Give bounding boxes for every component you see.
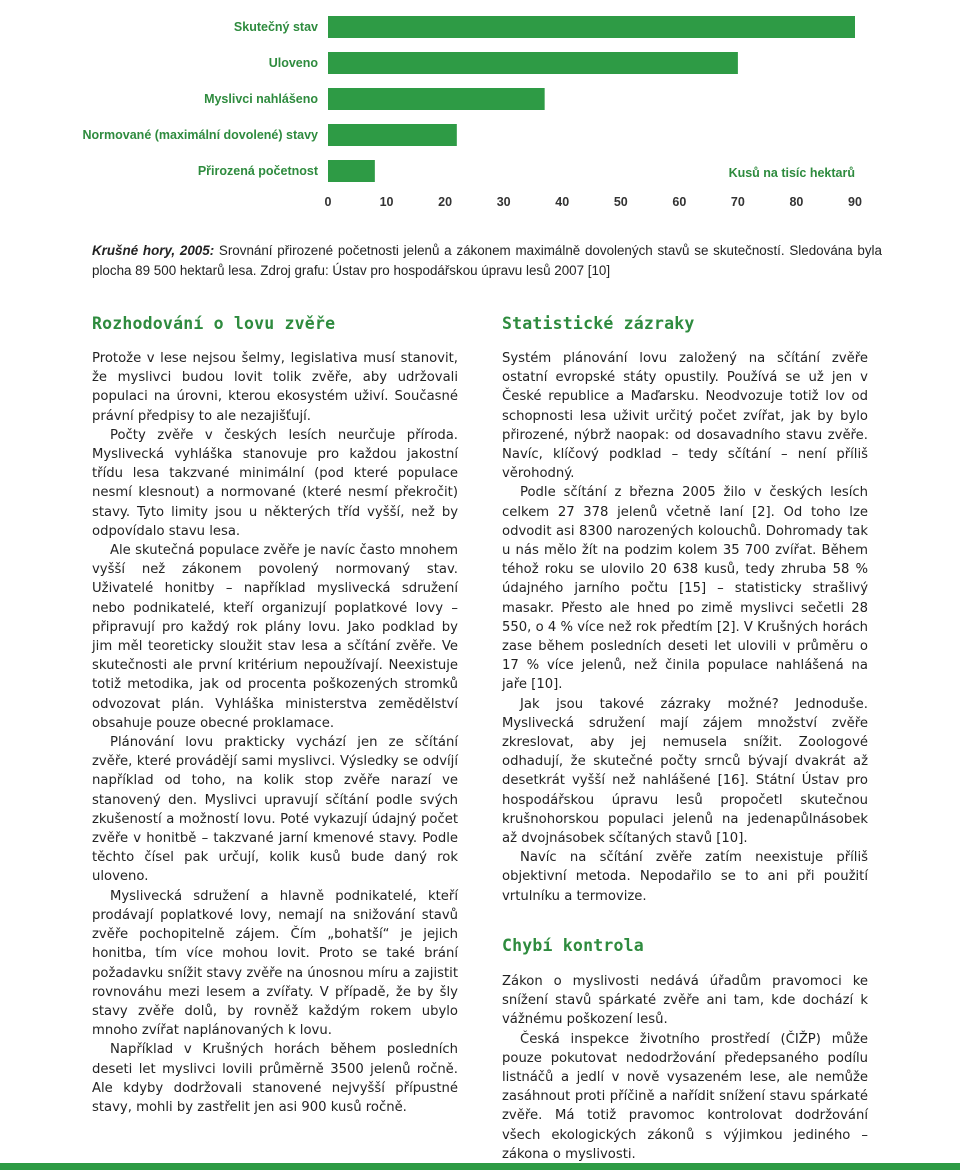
heading-hunting-decision: Rozhodování o lovu zvěře — [92, 314, 336, 333]
x-tick-label: 90 — [848, 195, 862, 209]
x-tick-label: 60 — [672, 195, 687, 209]
paragraph: Jak jsou takové zázraky možné? Jednoduše. Myslivecká sdružení mají zájem množství zvěře zkreslovat, aby jej nemusela snížit. Zoologové odhadují, že skutečné počty srnců bývají dvakrát až desetkrát vyšší než nahlášené [16]. Státní Ústav pro hospodářskou úpravu lesů propočetl skutečnou krušnohorskou populaci jelenů na jedenapůlnásobek až dvojnásobek sčítaných stavů [10]. — [502, 696, 868, 847]
x-tick-label: 80 — [789, 195, 804, 209]
paragraph: Ale skutečná populace zvěře je navíc často mnohem vyšší než zákonem povolený normovaný stav. Uživatelé honitby – například myslivecká sdružení nebo podnikatelé, kteří organizují poplatkové lovy – připravují pro každý rok plány lovu. Jako podklad by jim měl teoreticky sloužit stav lesa a sčítání zvěře. Ve skutečnosti ale první kritérium nepoužívají. Neexistuje totiž metodika, jak od procenta poškozených stromků odvozovat plán. Vyhláška ministerstva zemědělství obsahuje pouze obecné proklamace. — [92, 543, 458, 731]
x-tick-label: 50 — [613, 195, 628, 209]
bottom-bar — [0, 1163, 960, 1170]
x-tick-label: 20 — [438, 195, 453, 209]
right-column — [502, 314, 868, 1164]
x-tick-label: 30 — [496, 195, 511, 209]
paragraph: Zákon o myslivosti nedává úřadům pravomoci ke snížení stavů spárkaté zvěře ani tam, kde dochází k vážnému poškození lesů. — [502, 973, 868, 1028]
heading-statistical-miracles: Statistické zázraky — [502, 314, 695, 333]
paragraph: Navíc na sčítání zvěře zatím neexistuje příliš objektivní metoda. Nepodařilo se to ani při použití vrtulníku a termovize. — [502, 850, 868, 904]
category-label: Skutečný stav — [233, 20, 318, 34]
category-label: Normované (maximální dovolené) stavy — [82, 128, 318, 142]
category-label: Myslivci nahlášeno — [204, 92, 318, 106]
paragraph: Systém plánování lovu založený na sčítání zvěře ostatní evropské státy opustily. Používá se už jen v České republice a Maďarsku. Neodvozuje totiž lov od schopnosti lesa uživit určitý počet zvířat, jak by bylo přirozené, nýbrž naopak: od dosavadního stavu zvěře. Navíc, klíčový podklad – tedy sčítání – není příliš věrohodný. — [502, 351, 868, 482]
paragraph: Myslivecká sdružení a hlavně podnikatelé, kteří prodávají poplatkové lovy, nemají na snižování stavů zvěře pochopitelně zájem. Čím „bohatší“ je jejich honitba, tím více mohou lovit. Proto se také brání požadavku snížit stavy zvěře na únosnou míru a zajistit rovnováhu mezi lesem a zvířaty. V případě, že by šly stavy zvěře dolů, by rovněž každým rokem ubylo mnoho zvířat naplánovaných k lovu. — [92, 888, 458, 1039]
paragraph: Například v Krušných horách během posledních deseti let myslivci lovili průměrně 3500 jelenů ročně. Ale kdyby dodržovali stanovené nejvyšší přípustné stavy, mohli by zastřelit jen asi 900 kusů ročně. — [92, 1042, 458, 1115]
x-tick-label: 10 — [379, 195, 394, 209]
caption-bold: Krušné hory, 2005: — [92, 243, 215, 258]
paragraph: Počty zvěře v českých lesích neurčuje příroda. Myslivecká vyhláška stanovuje pro každou jakostní třídu lesa takzvané minimální (pod které populace nesmí klesnout) a normované (které nesmí překročit) stavy. Tyto limity jsou u některých tříd vyšší, než by odpovídalo stavu lesa. — [92, 427, 458, 539]
bar — [328, 160, 375, 182]
bar — [328, 124, 457, 146]
left-column — [92, 314, 458, 1117]
paragraph: Podle sčítání z března 2005 žilo v českých lesích celkem 27 378 jelenů včetně laní [2]. Od toho lze odvodit asi 8300 narozených kolouchů. Dohromady tak u nás mělo žít na podzim kolem 35 700 zvířat. Během téhož roku se ulovilo 20 638 kusů, tedy zhruba 58 % údajného jarního počtu [15] – statisticky strašlivý masakr. Přesto ale hned po zimě myslivci sečetli 28 550, o 4 % více než rok předtím [2]. V Krušných horách zase během posledních deseti let ulovili v průměru o 17 % více jelenů, než činila populace nahlášená na jaře [10]. — [502, 485, 868, 693]
category-label: Uloveno — [268, 56, 318, 70]
bar — [328, 52, 738, 74]
heading-missing-control: Chybí kontrola — [502, 935, 644, 955]
category-label: Přirozená početnost — [197, 164, 318, 178]
bar — [328, 88, 545, 110]
caption-text: Srovnání přirozené početnosti jelenů a zákonem maximálně dovolených stavů se skutečností. Sledována byla plocha 89 500 hektarů lesa. Zdroj grafu: Ústav pro hospodářskou úpravu lesů 2007 [10] — [92, 243, 882, 278]
bar-chart — [0, 0, 960, 230]
paragraph: Česká inspekce životního prostředí (ČIŽP) může pouze pokutovat nedodržování předepsaného podílu listnáčů a jedlí v nově vysazeném lese, ale nemůže zasáhnout proti příčině a nařídit snížení stavu spárkaté zvěře. Má totiž pravomoc kontrolovat dodržování všech ekologických zákonů s výjimkou jediného – zákona o myslivosti. — [502, 1031, 868, 1162]
bar — [328, 16, 855, 38]
figure-caption — [92, 241, 882, 281]
chart-unit-label: Kusů na tisíc hektarů — [728, 166, 855, 180]
paragraph: Plánování lovu prakticky vychází jen ze sčítání zvěře, které provádějí sami myslivci. Výsledky se odvíjí například od toho, na kolik stop zvěře narazí ve stanovený den. Myslivci upravují sčítání podle svých zkušeností a možností lovu. Poté vykazují údajný počet zvěře v honitbě – takzvané jarní kmenové stavy. Podle těchto čísel pak určují, kolik kusů bude daný rok uloveno. — [92, 735, 458, 885]
x-tick-label: 70 — [730, 195, 745, 209]
paragraph: Protože v lese nejsou šelmy, legislativa musí stanovit, že myslivci budou lovit tolik zvěře, aby udržovali populaci na úrovni, kterou ekosystém uživí. Současné právní předpisy to ale nezajišťují. — [92, 351, 458, 424]
x-tick-label: 0 — [324, 195, 332, 209]
x-tick-label: 40 — [555, 195, 570, 209]
